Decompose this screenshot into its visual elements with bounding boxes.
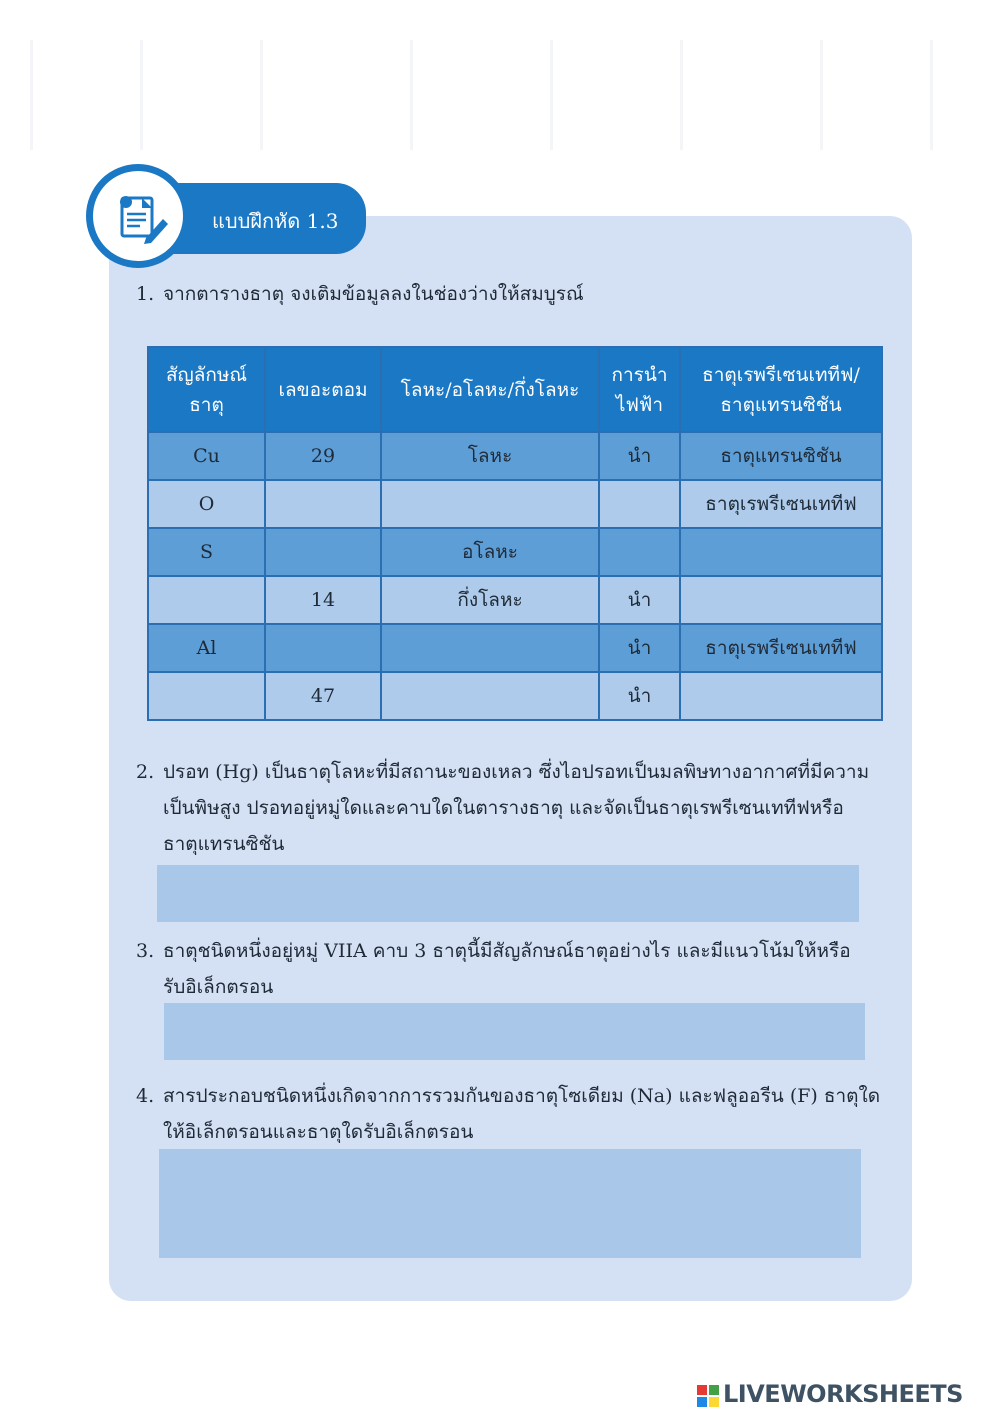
cell-type-blank[interactable] — [381, 672, 599, 720]
header-atomic-number: เลขอะตอม — [265, 347, 381, 432]
cell-symbol: Cu — [148, 432, 265, 480]
question-2-line-2: เป็นพิษสูง ปรอทอยู่หมู่ใดและคาบใดในตารางธาตุ และจัดเป็นธาตุเรพรีเซนเททีฟหรือ — [163, 797, 844, 819]
cell-group: ธาตุแทรนซิชัน — [680, 432, 882, 480]
cell-group-blank[interactable] — [680, 528, 882, 576]
cell-type-blank[interactable] — [381, 480, 599, 528]
cell-group: ธาตุเรพรีเซนเททีฟ — [680, 624, 882, 672]
cell-group: ธาตุเรพรีเซนเททีฟ — [680, 480, 882, 528]
cell-group-blank[interactable] — [680, 576, 882, 624]
question-3-line-2: รับอิเล็กตรอน — [163, 976, 274, 998]
question-3 — [136, 933, 896, 1005]
table-row — [148, 432, 882, 480]
header-conductivity: การนำ ไฟฟ้า — [599, 347, 680, 432]
cell-conductivity: นำ — [599, 624, 680, 672]
table-row — [148, 480, 882, 528]
answer-box-4[interactable] — [159, 1149, 861, 1258]
question-2 — [136, 754, 896, 864]
element-table — [147, 346, 883, 721]
cell-atomic-number: 47 — [265, 672, 381, 720]
table-row — [148, 576, 882, 624]
question-3-line-1: ธาตุชนิดหนึ่งอยู่หมู่ VIIA คาบ 3 ธาตุนี้มีสัญลักษณ์ธาตุอย่างไร และมีแนวโน้มให้หรือ — [163, 940, 851, 962]
table-row — [148, 672, 882, 720]
question-2-number: 2. — [136, 761, 155, 783]
header-group: ธาตุเรพรีเซนเททีฟ/ ธาตุแทรนซิชัน — [680, 347, 882, 432]
question-1-number: 1. — [136, 283, 155, 305]
answer-box-3[interactable] — [164, 1003, 865, 1060]
cell-atomic-number: 14 — [265, 576, 381, 624]
table-row — [148, 624, 882, 672]
cell-atomic-number: 29 — [265, 432, 381, 480]
cell-type-blank[interactable] — [381, 624, 599, 672]
cell-symbol: O — [148, 480, 265, 528]
question-2-line-1: ปรอท (Hg) เป็นธาตุโลหะที่มีสถานะของเหลว ซึ่งไอปรอทเป็นมลพิษทางอากาศที่มีความ — [163, 761, 870, 783]
cell-conductivity: นำ — [599, 672, 680, 720]
cell-atomic-number-blank[interactable] — [265, 480, 381, 528]
cell-atomic-number-blank[interactable] — [265, 528, 381, 576]
exercise-title: แบบฝึกหัด 1.3 — [212, 209, 339, 233]
cell-atomic-number-blank[interactable] — [265, 624, 381, 672]
table-row — [148, 528, 882, 576]
brand-name: LIVEWORKSHEETS — [723, 1380, 963, 1408]
question-4-line-1: สารประกอบชนิดหนึ่งเกิดจากการรวมกันของธาตุโซเดียม (Na) และฟลูออรีน (F) ธาตุใด — [163, 1085, 881, 1107]
header-type: โลหะ/อโลหะ/กึ่งโลหะ — [381, 347, 599, 432]
question-4-number: 4. — [136, 1085, 155, 1107]
cell-symbol-blank[interactable] — [148, 576, 265, 624]
cell-conductivity-blank[interactable] — [599, 528, 680, 576]
question-4-line-2: ให้อิเล็กตรอนและธาตุใดรับอิเล็กตรอน — [163, 1121, 474, 1143]
cell-conductivity: นำ — [599, 432, 680, 480]
cell-type: โลหะ — [381, 432, 599, 480]
cell-conductivity-blank[interactable] — [599, 480, 680, 528]
cell-type: อโลหะ — [381, 528, 599, 576]
background-watermark — [30, 40, 970, 150]
table-header-row — [148, 347, 882, 432]
question-3-number: 3. — [136, 940, 155, 962]
cell-type: กึ่งโลหะ — [381, 576, 599, 624]
liveworksheets-logo-icon — [697, 1385, 719, 1407]
cell-symbol: Al — [148, 624, 265, 672]
cell-symbol: S — [148, 528, 265, 576]
header-symbol: สัญลักษณ์ ธาตุ — [148, 347, 265, 432]
answer-box-2[interactable] — [157, 865, 859, 922]
worksheet-pencil-icon — [86, 164, 190, 268]
cell-conductivity: นำ — [599, 576, 680, 624]
question-1-text: จากตารางธาตุ จงเติมข้อมูลลงในช่องว่างให้สมบูรณ์ — [163, 283, 584, 305]
question-4 — [136, 1078, 896, 1150]
question-2-line-3: ธาตุแทรนซิชัน — [163, 833, 285, 855]
cell-symbol-blank[interactable] — [148, 672, 265, 720]
cell-group-blank[interactable] — [680, 672, 882, 720]
